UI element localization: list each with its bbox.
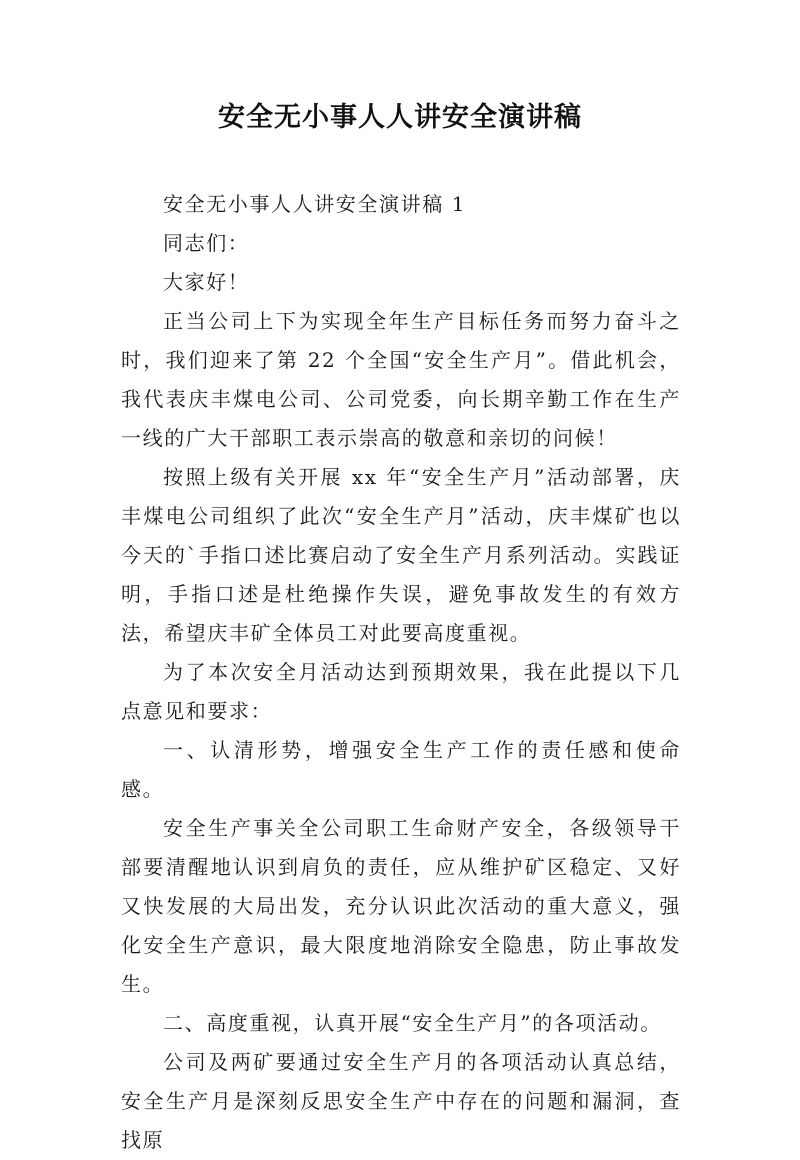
paragraph: 安全生产事关全公司职工生命财产安全，各级领导干部要清醒地认识到肩负的责任，应从维护矿区稳定、又好又快发展的大局出发，充分认识此次活动的重大意义，强化安全生产意识，最大限度地消除安全隐患，防止事故发生。 bbox=[121, 816, 681, 996]
document-body bbox=[121, 185, 681, 1160]
paragraph: 正当公司上下为实现全年生产目标任务而努力奋斗之时，我们迎来了第 22 个全国“安全生产月”。借此机会，我代表庆丰煤电公司、公司党委，向长期辛勤工作在生产一线的广大干部职工表示崇高的敬意和亲切的问候！ bbox=[121, 309, 681, 450]
paragraph-salutation: 同志们： bbox=[163, 231, 250, 255]
paragraph: 公司及两矿要通过安全生产月的各项活动认真总结，安全生产月是深刻反思安全生产中存在的问题和漏洞，查找原 bbox=[121, 1050, 681, 1152]
paragraph-section-heading: 二、高度重视，认真开展“安全生产月”的各项活动。 bbox=[163, 1011, 662, 1035]
paragraph-heading: 安全无小事人人讲安全演讲稿 1 bbox=[163, 192, 467, 216]
paragraph-section-heading: 一、认清形势，增强安全生产工作的责任感和使命感。 bbox=[121, 738, 681, 801]
paragraph: 按照上级有关开展 xx 年“安全生产月”活动部署，庆丰煤电公司组织了此次“安全生产月”活动，庆丰煤矿也以今天的`手指口述比赛启动了安全生产月系列活动。实践证明，手指口述是杜绝操作失误，避免事故发生的有效方法，希望庆丰矿全体员工对此要高度重视。 bbox=[121, 465, 681, 645]
document-title: 安全无小事人人讲安全演讲稿 bbox=[218, 102, 582, 133]
paragraph-greeting: 大家好！ bbox=[163, 270, 250, 294]
paragraph: 为了本次安全月活动达到预期效果，我在此提以下几点意见和要求： bbox=[121, 660, 681, 723]
